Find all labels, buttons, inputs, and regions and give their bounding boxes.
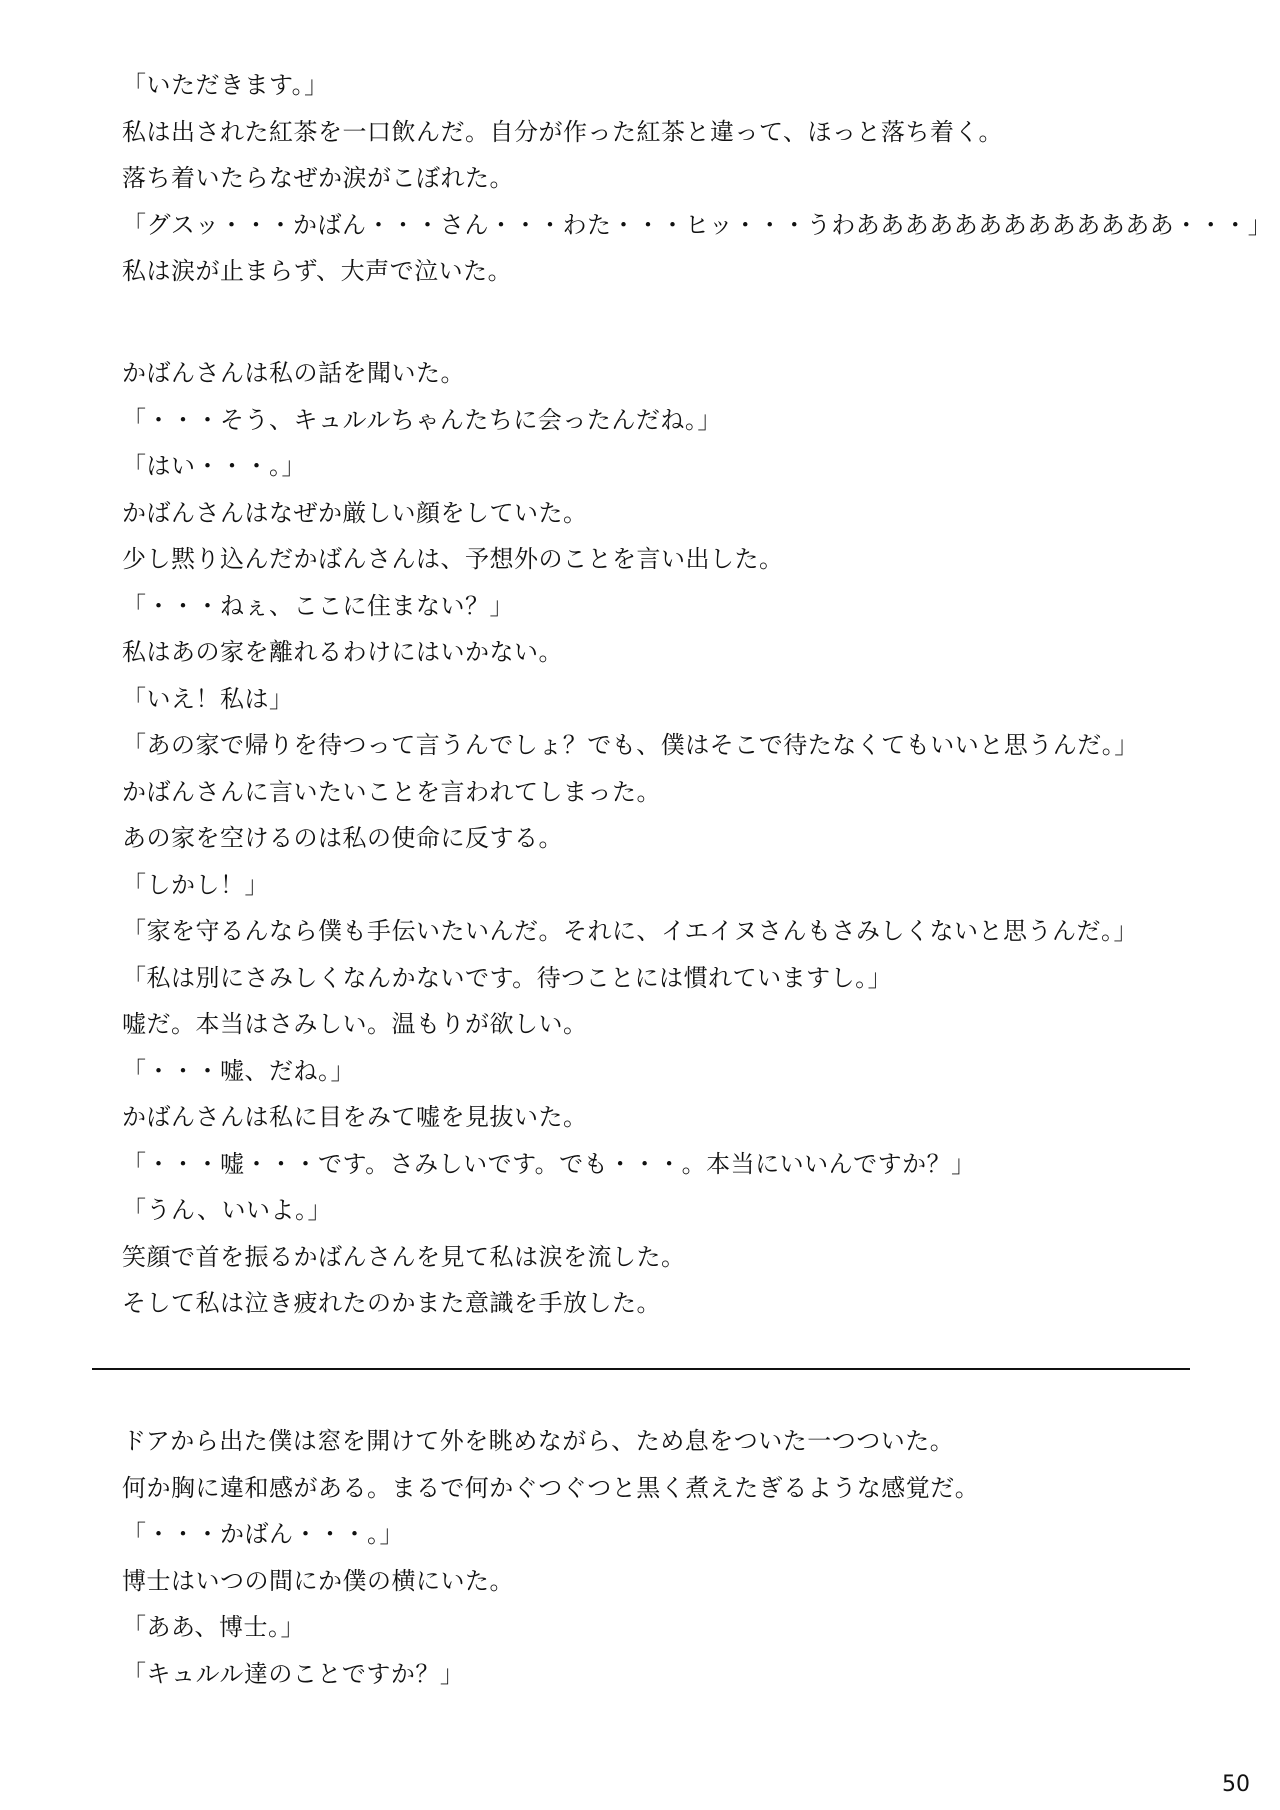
text-line: 「キュルル達のことですか？」 bbox=[122, 1659, 465, 1688]
text-line: 笑顔で首を振るかばんさんを見て私は涙を流した。 bbox=[122, 1242, 686, 1271]
text-line: 「・・・嘘、だね。」 bbox=[122, 1056, 355, 1085]
text-line: 「あの家で帰りを待つって言うんでしょ？でも、僕はそこで待たなくてもいいと思うんだ。」 bbox=[122, 731, 1139, 759]
text-line: かばんさんはなぜか厳しい顔をしていた。 bbox=[122, 498, 588, 527]
text-line: 「いえ！私は」 bbox=[122, 684, 294, 713]
page-number: 50 bbox=[1222, 1772, 1250, 1797]
text-line: ドアから出た僕は窓を開けて外を眺めながら、ため息をついた一つついた。 bbox=[122, 1427, 955, 1455]
text-line: 私は出された紅茶を一口飲んだ。自分が作った紅茶と違って、ほっと落ち着く。 bbox=[122, 117, 1004, 146]
text-section-3 bbox=[122, 1418, 1202, 1697]
text-line: 嘘だ。本当はさみしい。温もりが欲しい。 bbox=[122, 1010, 588, 1038]
text-section-2 bbox=[122, 350, 1202, 1327]
text-line: 「ああ、博士。」 bbox=[122, 1613, 306, 1641]
text-line: 少し黙り込んだかばんさんは、予想外のことを言い出した。 bbox=[122, 545, 784, 573]
text-line: そして私は泣き疲れたのかまた意識を手放した。 bbox=[122, 1289, 661, 1317]
text-line: 「・・・嘘・・・です。さみしいです。でも・・・。本当にいいんですか？」 bbox=[122, 1149, 976, 1178]
text-line: 「はい・・・。」 bbox=[122, 452, 306, 480]
text-line: 私は涙が止まらず、大声で泣いた。 bbox=[122, 257, 513, 285]
text-line: 落ち着いたらなぜか涙がこぼれた。 bbox=[122, 164, 514, 192]
text-line: かばんさんは私の話を聞いた。 bbox=[122, 359, 465, 387]
section-divider bbox=[92, 1368, 1190, 1370]
text-line: 博士はいつの間にか僕の横にいた。 bbox=[122, 1566, 514, 1595]
text-line: 「私は別にさみしくなんかないです。待つことには慣れていますし。」 bbox=[122, 963, 893, 992]
text-line: 「・・・そう、キュルルちゃんたちに会ったんだね。」 bbox=[122, 405, 722, 434]
text-line: 「しかし！」 bbox=[122, 870, 269, 899]
text-line: かばんさんに言いたいことを言われてしまった。 bbox=[122, 777, 661, 806]
text-line: 「うん、いいよ。」 bbox=[122, 1196, 332, 1224]
text-section-1 bbox=[122, 62, 1273, 295]
text-line: 「いただきます。」 bbox=[122, 71, 329, 99]
text-line: 「・・・かばん・・・。」 bbox=[122, 1520, 404, 1548]
text-line: あの家を空けるのは私の使命に反する。 bbox=[122, 824, 563, 852]
text-line: 何か胸に違和感がある。まるで何かぐつぐつと黒く煮えたぎるような感覚だ。 bbox=[122, 1473, 980, 1502]
text-line: 私はあの家を離れるわけにはいかない。 bbox=[122, 638, 563, 666]
text-line: 「・・・ねぇ、ここに住まない？」 bbox=[122, 591, 514, 620]
text-line: かばんさんは私に目をみて嘘を見抜いた。 bbox=[122, 1103, 588, 1131]
text-line: 「家を守るんなら僕も手伝いたいんだ。それに、イエイヌさんもさみしくないと思うんだ。」 bbox=[122, 917, 1139, 945]
text-line: 「グスッ・・・かばん・・・さん・・・わた・・・ヒッ・・・うわあああああああああああああ・・・」 bbox=[122, 210, 1273, 239]
